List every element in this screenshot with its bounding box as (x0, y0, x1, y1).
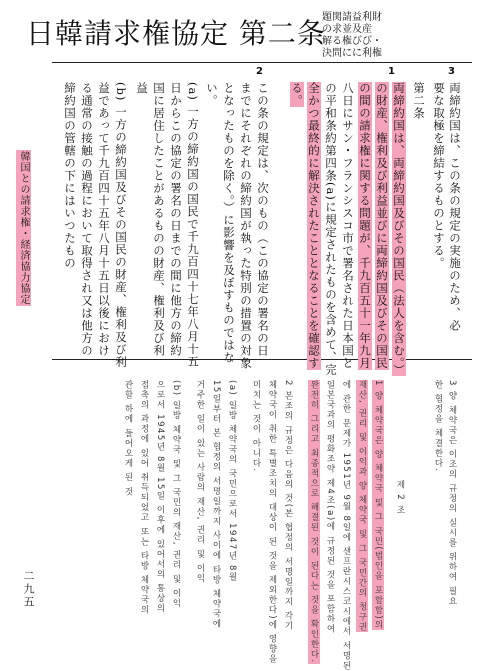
ko-column: (b) 일방 체약국 및 그 국민의 재산, 권리 및 이익 (171, 380, 181, 609)
ko-column: 으로서 1945년 8월 15일 이후에 있어서의 통상의 (155, 380, 165, 614)
ko-column: 관할 하에 들어오게 된 것 (123, 380, 133, 497)
title-note-line: 決問にに利権 (322, 48, 382, 59)
jp-column: までにそれぞれの締約国が執った特別の措置の対象 (239, 82, 253, 370)
ko-column-highlighted: 재산, 권리 및 이익과 양 체약국 및 그 국민간의 청구권 (357, 380, 367, 633)
ko-column: 거주한 일이 있는 사람의 재산, 권리 및 이익 (195, 380, 205, 584)
ko-column-heading: 제 2 조 (395, 480, 405, 516)
jp-column-heading: 第二条 (412, 82, 426, 120)
jp-column: 要な取極を締結するものとする。 (432, 82, 446, 270)
jp-column: この条の規定は、次のもの（この協定の署名の日 (256, 82, 270, 357)
page-number: 二九五 (22, 570, 35, 609)
ko-column-highlighted: 1 양 체약국은 양 체약국 및 그 국민(법인을 포함함)의 (373, 380, 383, 631)
ko-column: 체약국이 취한 특별조치의 대상이 된 것을 제외한다)에 영향을 (267, 380, 277, 665)
jp-column: (a) 一方の締約国の国民で千九百四十七年八月十五 (186, 82, 200, 368)
jp-column-highlighted: る。 (290, 82, 304, 107)
jp-column: 八日にサン・フランシスコ市で署名された日本国と (341, 82, 355, 370)
jp-column: い。 (205, 82, 219, 107)
jp-column: 益であって千九百四十五年八月十五日以後におけ (97, 82, 111, 357)
title-note-line: の求並及産 (322, 24, 372, 35)
section-number-2: 2 (256, 66, 263, 77)
jp-column-highlighted: の財産、権利及び利益並びに両締約国及びその国民 (375, 82, 389, 370)
side-label: 韓国との請求権・経済協力協定 (18, 151, 29, 305)
jp-column: 両締約国は、この条の規定の実施のため、必 (448, 82, 462, 332)
ko-column: 15일부터 본 협정의 서명일까지 사이에 타방 체약국에 (211, 380, 221, 630)
jp-column: る通常の接触の過程において取得され又は他方の (80, 82, 94, 357)
ko-column: 일본국과의 평화조약 제4조(a)에 규정된 것을 포함하여 (325, 380, 335, 635)
ko-column: 3 양 체약국은 이조의 규정의 실시를 위하여 필요 (447, 380, 457, 607)
title-note-line: 解る権びび・ (322, 36, 382, 47)
ko-column: 한 협정을 체결한다. (433, 380, 443, 473)
jp-column: となったものを除く。）に影響を及ぼすものではな (222, 82, 236, 364)
ko-column: 접촉의 과정에 있어 취득되었고 또는 타방 체약국의 (139, 380, 149, 616)
ko-column: 미치는 것이 아니다. (251, 380, 261, 473)
jp-column: (b) 一方の締約国及びその国民の財産、権利及び利 (114, 82, 128, 369)
section-number-1: 1 (388, 66, 395, 77)
jp-column: の平和条約第四条(a)に規定されたものを含めて、完 (324, 82, 338, 376)
ko-column: 에 관한 문제가 1951년 9월 8일에 샌프란시스코시에서 서명된 (341, 380, 351, 671)
ko-column: (a) 일방 체약국의 국민으로서 1947년 8월 (227, 380, 237, 582)
ko-column-highlighted: 완전히 그리고 최종적으로 해결된 것이 된다는 것을 확인한다. (309, 380, 319, 664)
jp-column: 国に居住したことがあるものの財産、権利及び利 (152, 82, 166, 357)
jp-column-highlighted: の間の請求権に関する問題が、千九百五十一年九月 (358, 82, 372, 370)
section-number-3: 3 (448, 66, 455, 77)
title-note-line: 題関請益利財 (322, 12, 382, 23)
jp-column-highlighted: 全かつ最終的に解決されたこととなることを確認す (307, 82, 321, 370)
jp-column: 日からこの協定の署名の日までの間に他方の締約 (169, 82, 183, 357)
title-note (322, 12, 402, 60)
page-title: 日韓請求権協定 第二条 (26, 17, 326, 50)
jp-column-highlighted: 両締約国は、両締約国及びその国民（法人を含む。） (392, 82, 406, 377)
jp-column: 益 (135, 82, 149, 95)
ko-column: 2 본조의 규정은 다음의 것(본 협정의 서명일까지 각기 (283, 380, 293, 632)
jp-column: 締約国の管轄の下にはいつたもの (63, 82, 77, 270)
